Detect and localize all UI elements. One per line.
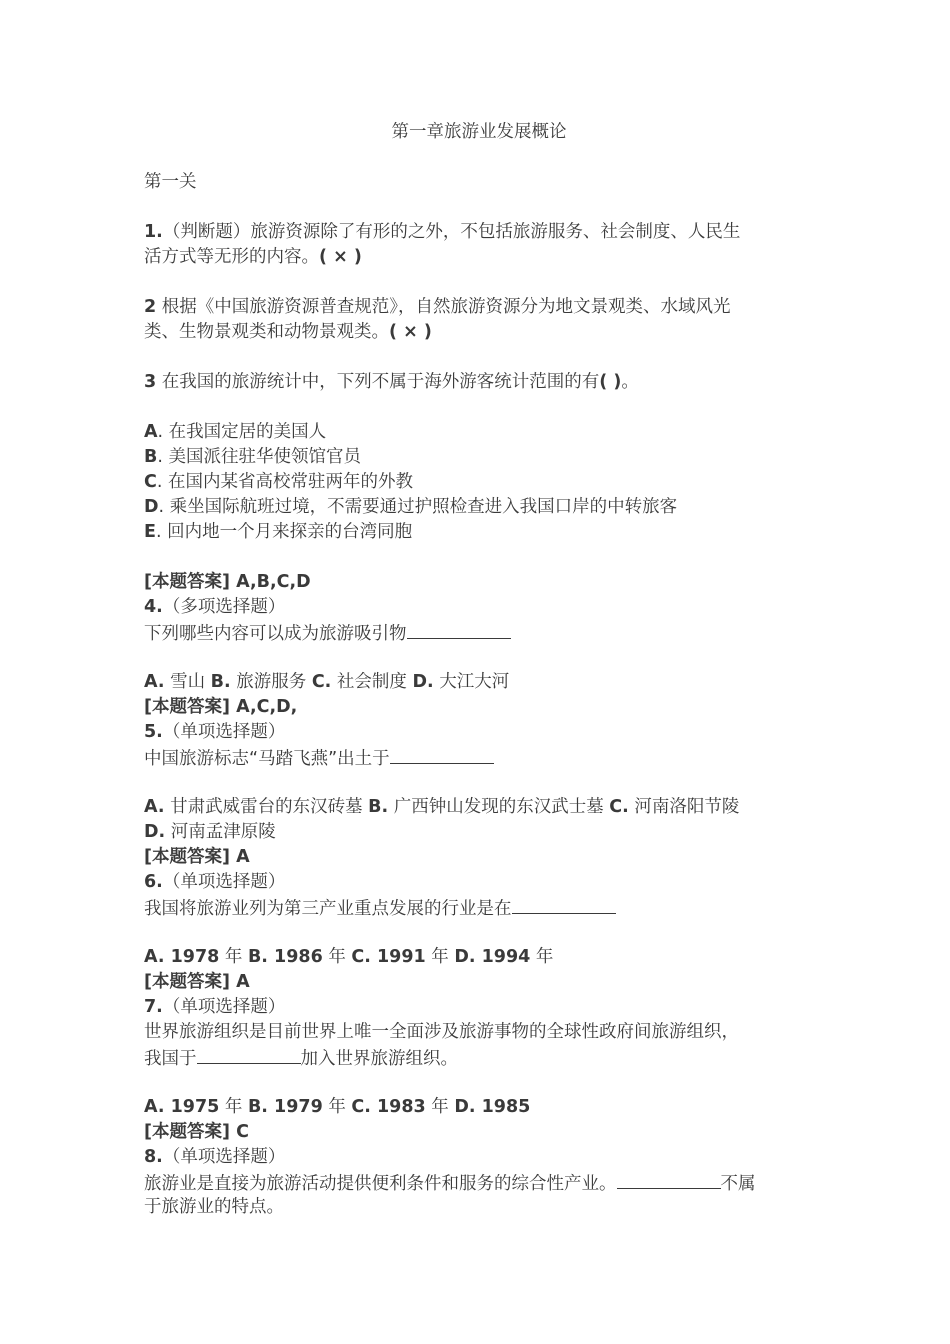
judgement-answer: ( × ): [319, 247, 362, 267]
question-text: 类、生物景观类和动物景观类。: [144, 322, 389, 342]
question-text: 我国将旅游业列为第三产业重点发展的行业是在: [144, 899, 512, 919]
question-number: 5.: [144, 722, 163, 742]
option-c: C. 在国内某省高校常驻两年的外教: [144, 472, 413, 492]
question-number: 2: [144, 297, 157, 317]
option-d: D. 乘坐国际航班过境，不需要通过护照检查进入我国口岸的中转旅客: [144, 497, 678, 517]
question-number: 6.: [144, 872, 163, 892]
question-text: 中国旅游标志“马踏飞燕”出土于: [144, 749, 390, 769]
question-number: 8.: [144, 1147, 163, 1167]
fill-blank: [617, 1170, 721, 1189]
options-line: A. 1975 年 B. 1979 年 C. 1983 年 D. 1985: [144, 1097, 531, 1117]
question-3: 3 在我国的旅游统计中，下列不属于海外游客统计范围的有( )。 A. 在我国定居的美国人 B. 美国派往驻华使领馆官员 C. 在国内某省高校常驻两年的外教 D. 乘坐国际航班过境，不需要通过护照检查进入我国口岸的中转旅客 E. 回内地一个月来探亲的台湾同胞 [本题答案] A,B,C,D: [144, 370, 814, 595]
answer-line: [本题答案] C: [144, 1122, 249, 1142]
option-e: E. 回内地一个月来探亲的台湾同胞: [144, 522, 413, 542]
question-type: （单项选择题）: [162, 1147, 286, 1167]
fill-blank: [512, 895, 616, 914]
question-type: （单项选择题）: [162, 872, 286, 892]
question-text: 下列哪些内容可以成为旅游吸引物: [144, 624, 407, 644]
question-type: （单项选择题）: [162, 722, 286, 742]
question-type: （单项选择题）: [162, 997, 286, 1017]
answer-paren: ( ): [599, 372, 622, 392]
question-2: [144, 295, 814, 345]
options-line: A. 雪山 B. 旅游服务 C. 社会制度 D. 大江大河: [144, 672, 510, 692]
fill-blank: [407, 620, 511, 639]
question-text: 根据《中国旅游资源普查规范》，自然旅游资源分为地文景观类、水域风光: [156, 297, 731, 317]
option-b: B. 美国派往驻华使领馆官员: [144, 447, 361, 467]
judgement-answer: ( × ): [389, 322, 432, 342]
question-text: （判断题）旅游资源除了有形的之外，不包括旅游服务、社会制度、人民生: [162, 222, 741, 242]
question-number: 4.: [144, 597, 163, 617]
options-line: D. 河南孟津原陵: [144, 822, 276, 842]
question-text: 活方式等无形的内容。: [144, 247, 319, 267]
question-type: （多项选择题）: [162, 597, 286, 617]
question-8: 8.（单项选择题） 旅游业是直接为旅游活动提供便利条件和服务的综合性产业。 不属 于旅游业的特点。: [144, 1147, 756, 1217]
document-page: [144, 120, 814, 1220]
question-number: 7.: [144, 997, 163, 1017]
chapter-title: 第一章旅游业发展概论: [391, 122, 567, 142]
question-text: 在我国的旅游统计中，下列不属于海外游客统计范围的有: [156, 372, 600, 392]
option-a: A. 在我国定居的美国人: [144, 422, 327, 442]
fill-blank: [197, 1045, 301, 1064]
question-7: 7.（单项选择题） 世界旅游组织是目前世界上唯一全面涉及旅游事物的全球性政府间旅游组织， 我国于 加入世界旅游组织。 A. 1975 年 B. 1979 年 C. 1983 年 D. 1985 [本题答案] C: [144, 995, 814, 1145]
question-1: [144, 220, 814, 270]
question-4: [144, 595, 814, 720]
question-6: [144, 870, 814, 995]
options-line: A. 1978 年 B. 1986 年 C. 1991 年 D. 1994 年: [144, 947, 554, 967]
fill-blank: [390, 745, 494, 764]
answer-line: [本题答案] A: [144, 972, 250, 992]
answer-line: [本题答案] A: [144, 847, 250, 867]
question-5: [144, 720, 814, 870]
question-text: 世界旅游组织是目前世界上唯一全面涉及旅游事物的全球性政府间旅游组织，: [144, 1022, 739, 1042]
question-number: 3: [144, 372, 157, 392]
section-heading: 第一关: [144, 172, 197, 192]
options-line: A. 甘肃武威雷台的东汉砖墓 B. 广西钟山发现的东汉武士墓 C. 河南洛阳节陵: [144, 797, 740, 817]
answer-line: [本题答案] A,C,D,: [144, 697, 298, 717]
question-number: 1.: [144, 222, 163, 242]
answer-line: [本题答案] A,B,C,D: [144, 572, 311, 592]
